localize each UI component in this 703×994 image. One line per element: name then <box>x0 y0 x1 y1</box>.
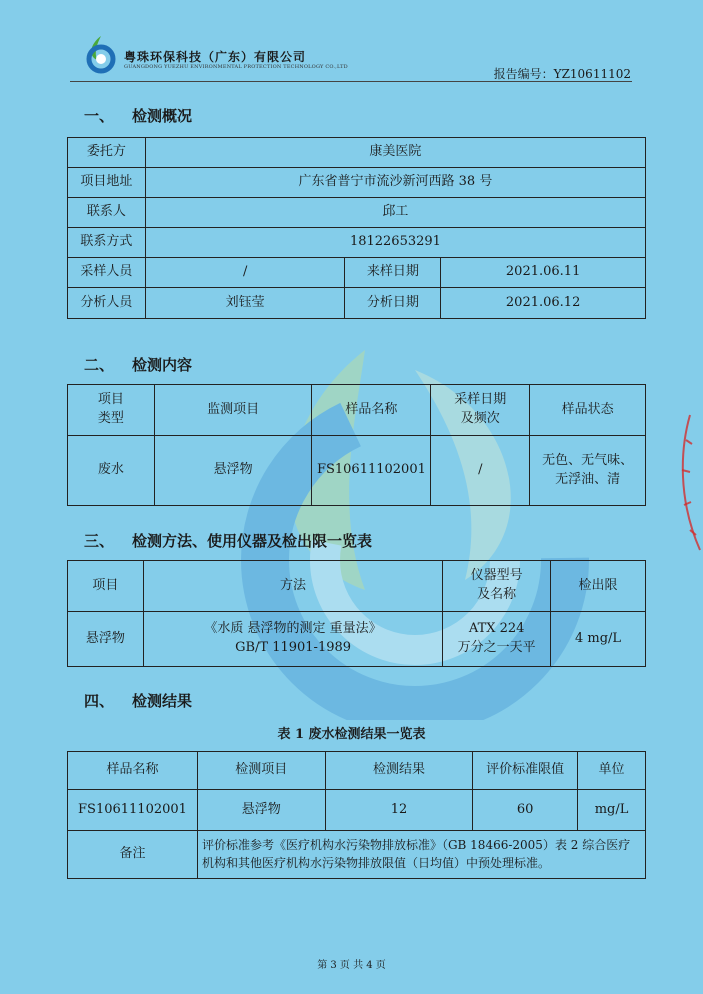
result-header-result: 检测结果 <box>325 752 473 790</box>
section-2-number: 二、 <box>84 356 115 374</box>
receive-date-value: 2021.06.11 <box>441 258 646 288</box>
content-header-date-line2: 及频次 <box>460 411 500 426</box>
phone-value: 18122653291 <box>145 228 645 258</box>
result-table <box>67 751 646 879</box>
analysis-date-label: 分析日期 <box>345 288 441 319</box>
result-header-limit: 评价标准限值 <box>473 752 578 790</box>
analysis-date-value: 2021.06.12 <box>441 288 646 319</box>
section-3-number: 三、 <box>84 532 115 550</box>
address-label: 项目地址 <box>68 168 146 198</box>
remark-label: 备注 <box>68 831 198 879</box>
company-name: 粤珠环保科技（广东）有限公司 <box>124 50 307 64</box>
client-value: 康美医院 <box>145 138 645 168</box>
content-header-type-line2: 类型 <box>97 411 124 426</box>
overview-table <box>67 137 646 319</box>
analyst-label: 分析人员 <box>68 288 146 319</box>
section-1-text: 检测概况 <box>132 107 193 125</box>
result-item: 悬浮物 <box>197 790 325 831</box>
content-state-line1: 无色、无气味、 <box>542 452 634 468</box>
content-state-line2: 无浮油、清 <box>555 471 621 487</box>
method-header-limit: 检出限 <box>551 561 646 612</box>
content-date: / <box>431 436 530 506</box>
method-item: 悬浮物 <box>68 612 144 667</box>
content-item: 悬浮物 <box>154 436 312 506</box>
section-3-title <box>84 530 372 551</box>
section-2-title <box>84 354 192 375</box>
remark-line1: 评价标准参考《医疗机构水污染物排放标准》（GB 18466-2005）表 2 综合医疗 <box>201 838 631 853</box>
contact-value: 邱工 <box>145 198 645 228</box>
content-state <box>530 436 646 506</box>
result-header-unit: 单位 <box>578 752 646 790</box>
section-4-number: 四、 <box>84 692 115 710</box>
company-logo-icon <box>84 34 118 74</box>
client-label: 委托方 <box>68 138 146 168</box>
method-limit: 4 mg/L <box>551 612 646 667</box>
content-sample: FS10611102001 <box>312 436 431 506</box>
analyst-value: 刘钰莹 <box>145 288 345 319</box>
phone-label: 联系方式 <box>68 228 146 258</box>
content-header-item: 监测项目 <box>154 385 312 436</box>
sampler-value: / <box>145 258 345 288</box>
result-header-item: 检测项目 <box>197 752 325 790</box>
method-instrument-line1: ATX 224 <box>468 621 525 637</box>
method-instrument <box>443 612 551 667</box>
header-divider <box>70 81 632 82</box>
result-header-sample: 样品名称 <box>68 752 198 790</box>
result-limit: 60 <box>473 790 578 831</box>
method-standard-line1: 《水质 悬浮物的测定 重量法》 <box>204 621 382 637</box>
result-value: 12 <box>325 790 473 831</box>
method-header-instrument-line2: 及名称 <box>477 587 517 602</box>
report-number: 报告编号：YZ10611102 <box>493 67 631 81</box>
section-1-number: 一、 <box>84 107 115 125</box>
method-header-instrument-line1: 仪器型号 <box>470 568 523 584</box>
method-instrument-line2: 万分之一天平 <box>457 640 536 655</box>
content-header-date <box>431 385 530 436</box>
remark-line2: 机构和其他医疗机构水污染物排放限值（日均值）中预处理标准。 <box>201 855 550 870</box>
company-name-en: GUANGDONG YUEZHU ENVIRONMENTAL PROTECTION TECHNOLOGY CO.,LTD <box>124 64 348 70</box>
section-2-text: 检测内容 <box>132 356 193 374</box>
content-header-type-line1: 项目 <box>97 392 124 408</box>
method-header-method: 方法 <box>143 561 442 612</box>
content-table <box>67 384 646 506</box>
address-value: 广东省普宁市流沙新河西路 38 号 <box>145 168 645 198</box>
method-header-instrument <box>443 561 551 612</box>
remark-text <box>197 831 645 879</box>
content-header-date-line1: 采样日期 <box>454 392 507 408</box>
page-number: 第 3 页 共 4 页 <box>317 960 386 971</box>
sampler-label: 采样人员 <box>68 258 146 288</box>
result-unit: mg/L <box>578 790 646 831</box>
method-standard <box>143 612 442 667</box>
method-header-item: 项目 <box>68 561 144 612</box>
content-header-type <box>68 385 155 436</box>
seal-stamp-fragment <box>660 410 703 560</box>
table-caption: 表 1 废水检测结果一览表 <box>277 727 426 742</box>
method-table <box>67 560 646 667</box>
section-3-text: 检测方法、使用仪器及检出限一览表 <box>132 532 373 550</box>
section-4-title <box>84 690 192 711</box>
content-header-sample: 样品名称 <box>312 385 431 436</box>
method-standard-line2: GB/T 11901-1989 <box>235 640 352 655</box>
receive-date-label: 来样日期 <box>345 258 441 288</box>
content-type: 废水 <box>68 436 155 506</box>
result-sample: FS10611102001 <box>68 790 198 831</box>
section-4-text: 检测结果 <box>132 692 193 710</box>
contact-label: 联系人 <box>68 198 146 228</box>
section-1-title <box>84 105 192 126</box>
content-header-state: 样品状态 <box>530 385 646 436</box>
